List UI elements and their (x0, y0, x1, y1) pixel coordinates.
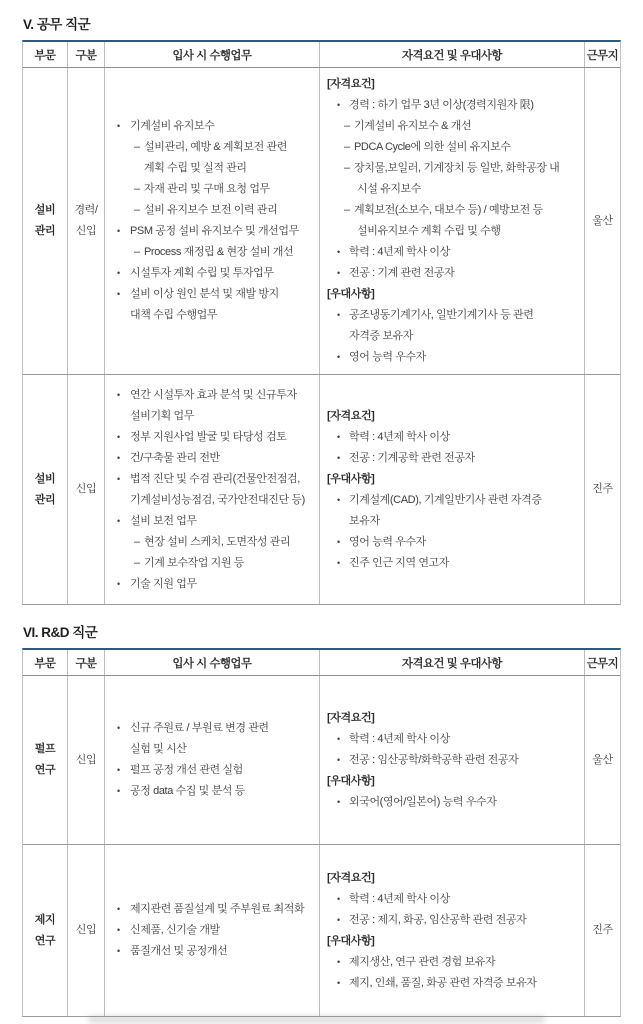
line-text: 실험 및 시산 (130, 743, 187, 755)
category-text: 신입 (75, 753, 97, 766)
line-text: 경력 : 하기 업무 3년 이상(경력지원자 限) (349, 99, 534, 111)
bullet-marker: • (117, 226, 120, 236)
bullet-marker: • (337, 796, 340, 807)
location-text: 진주 (592, 924, 613, 936)
line-text: 기술 지원 업무 (130, 577, 197, 590)
bullet-marker: • (117, 786, 120, 796)
qualification-line (320, 116, 584, 137)
job-table (22, 40, 621, 605)
line-text: 시설 유지보수 (357, 183, 422, 195)
line-text: 공조냉동기계기사, 일반기계기사 등 관련 (349, 309, 534, 321)
line-text: [자격요건] (327, 711, 375, 724)
qualification-line (320, 179, 584, 200)
category-text: 경력/ (74, 204, 98, 216)
line-text: 펄프 공정 개선 관련 실험 (130, 764, 243, 776)
duty-line (105, 941, 319, 962)
column-header: 자격요건 및 우대사항 (320, 650, 585, 675)
qualification-line (320, 771, 584, 792)
qualification-line (320, 553, 584, 574)
bullet-marker: • (117, 946, 120, 956)
line-text: [우대사항] (327, 472, 375, 485)
division-cell (23, 375, 68, 604)
qualification-line (320, 973, 584, 994)
bullet-marker: • (117, 389, 120, 400)
quals-lines (320, 708, 584, 813)
qualification-line (320, 931, 584, 952)
qualification-line (320, 242, 584, 263)
bullet-marker: • (337, 733, 340, 744)
line-text: 설비기획 업무 (130, 409, 195, 422)
bullet-marker: • (117, 904, 120, 914)
line-text: 자재 관리 및 구매 요청 업무 (144, 183, 270, 195)
qualification-line (320, 200, 584, 221)
line-text: 전공 : 기계 관련 전공자 (349, 267, 455, 279)
table-row (23, 844, 620, 1016)
quals-lines (320, 74, 584, 368)
qualification-line (320, 448, 584, 469)
bullet-marker: • (337, 247, 340, 257)
bullet-marker: • (117, 289, 120, 299)
line-text: 기계 보수작업 지원 등 (144, 556, 245, 569)
qualification-line (320, 532, 584, 553)
qualification-line (320, 792, 584, 813)
duty-line (105, 760, 319, 781)
duties-lines (105, 385, 319, 595)
qualification-line (320, 910, 584, 931)
column-header: 입사 시 수행업무 (105, 42, 320, 67)
qualifications-cell (320, 676, 585, 844)
bullet-marker: • (117, 723, 120, 733)
line-text: 영어 능력 우수자 (349, 351, 426, 363)
line-text: 건/구축물 관리 전반 (130, 451, 220, 464)
line-text: 법적 진단 및 수검 관리(건물안전점검, (130, 472, 300, 485)
table-row (23, 374, 620, 604)
line-text: 영어 능력 우수자 (349, 535, 426, 548)
bullet-marker: • (117, 452, 120, 463)
line-text: 신제품, 신기술 개발 (130, 924, 220, 936)
line-text: 신규 주원료 / 부원료 변경 관련 (130, 722, 269, 734)
bullet-marker: • (117, 268, 120, 278)
duties-lines (105, 116, 319, 326)
table-header-row (23, 650, 620, 676)
qualification-line (320, 406, 584, 427)
bullet-marker: • (117, 515, 120, 526)
division-cell (23, 845, 68, 1016)
duty-line (105, 490, 319, 511)
line-text: 계획 수립 및 실적 관리 (144, 162, 247, 174)
qualification-line (320, 74, 584, 95)
category-text: 신입 (75, 483, 97, 495)
line-text: [우대사항] (327, 934, 375, 947)
qualification-line (320, 952, 584, 973)
dash-marker: – (134, 246, 140, 258)
section-title: V. 공무 직군 (23, 17, 91, 32)
column-header: 근무지 (586, 50, 619, 62)
line-text: [우대사항] (327, 288, 375, 300)
bullet-marker: • (337, 352, 340, 362)
line-text: 현장 설비 스케치, 도면작성 관리 (144, 535, 291, 548)
duty-line (105, 385, 319, 406)
qualifications-cell (320, 68, 585, 374)
cropped-content-remnant (88, 1016, 545, 1023)
division-text: 펄프 (34, 743, 56, 755)
location-cell (585, 676, 620, 844)
bullet-marker: • (337, 452, 340, 463)
category-cell (68, 845, 105, 1016)
duties-cell (105, 68, 320, 374)
dash-marker: – (134, 535, 140, 548)
division-cell (23, 68, 68, 374)
dash-marker: – (344, 162, 350, 174)
bullet-marker: • (337, 310, 340, 320)
line-text: 진주 인근 지역 연고자 (349, 556, 450, 569)
division-cell (23, 676, 68, 844)
duty-line (105, 781, 319, 802)
qualification-line (320, 889, 584, 910)
location-cell (585, 375, 620, 604)
duty-line (105, 920, 319, 941)
line-text: 제지생산, 연구 관련 경험 보유자 (349, 955, 496, 968)
dash-marker: – (134, 204, 140, 216)
division-text: 연구 (34, 934, 56, 947)
category-cell (68, 676, 105, 844)
duty-line (105, 406, 319, 427)
location-cell (585, 68, 620, 374)
category-text: 신입 (75, 924, 97, 936)
line-text: [자격요건] (327, 78, 375, 90)
qualifications-cell (320, 845, 585, 1016)
qualification-line (320, 750, 584, 771)
dash-marker: – (134, 141, 140, 153)
qualifications-cell (320, 375, 585, 604)
location-text: 진주 (592, 483, 613, 495)
line-text: Process 재정립 & 현장 설비 개선 (144, 246, 294, 258)
table-row (23, 676, 620, 844)
line-text: 학력 : 4년제 학사 이상 (349, 246, 450, 258)
bullet-marker: • (337, 754, 340, 765)
location-text: 울산 (592, 214, 613, 227)
qualification-line (320, 469, 584, 490)
duties-lines (105, 899, 319, 962)
line-text: 기계설비 유지보수 & 개선 (354, 120, 472, 132)
duty-line (105, 718, 319, 739)
bullet-marker: • (117, 431, 120, 442)
location-text: 울산 (592, 753, 613, 766)
dash-marker: – (134, 183, 140, 195)
duty-line (105, 448, 319, 469)
bullet-marker: • (337, 914, 340, 925)
duty-line (105, 242, 319, 263)
line-text: 기계설계(CAD), 기계일반기사 관련 자격증 (349, 493, 542, 506)
bullet-marker: • (337, 557, 340, 568)
line-text: 제지관련 품질설계 및 주부원료 최적화 (130, 903, 305, 915)
duty-line (105, 427, 319, 448)
line-text: 정부 지원사업 발굴 및 타당성 검토 (130, 430, 287, 443)
duty-line (105, 284, 319, 305)
bullet-marker: • (337, 268, 340, 278)
qualification-line (320, 347, 584, 368)
bullet-marker: • (337, 431, 340, 442)
line-text: 연간 시설투자 효과 분석 및 신규투자 (130, 388, 297, 401)
line-text: 학력 : 4년제 학사 이상 (349, 732, 450, 745)
line-text: [자격요건] (327, 409, 375, 422)
section (22, 13, 621, 605)
line-text: PSM 공정 설비 유지보수 및 개선업무 (130, 225, 299, 237)
bullet-marker: • (337, 100, 340, 110)
qualification-line (320, 729, 584, 750)
dash-marker: – (344, 141, 350, 153)
bullet-marker: • (117, 925, 120, 935)
bullet-marker: • (337, 494, 340, 505)
division-text: 제지 (34, 913, 56, 926)
quals-lines (320, 406, 584, 574)
column-header: 근무지 (586, 658, 619, 670)
category-cell (68, 68, 105, 374)
section (22, 621, 621, 1017)
duty-line (105, 739, 319, 760)
division-text: 설비 (34, 472, 56, 485)
job-table (22, 648, 621, 1017)
duties-cell (105, 676, 320, 844)
line-text: 제지, 인쇄, 품질, 화공 관련 자격증 보유자 (349, 976, 537, 989)
duty-line (105, 200, 319, 221)
qualification-line (320, 326, 584, 347)
duty-line (105, 137, 319, 158)
duty-line (105, 305, 319, 326)
line-text: PDCA Cycle에 의한 설비 유지보수 (354, 141, 511, 153)
qualification-line (320, 221, 584, 242)
division-text: 설비 (34, 204, 56, 216)
line-text: 기계설비성능점검, 국가안전대진단 등) (130, 493, 305, 506)
line-text: [자격요건] (327, 871, 375, 884)
duty-line (105, 469, 319, 490)
bullet-marker: • (337, 977, 340, 988)
line-text: 설비 보전 업무 (130, 514, 197, 527)
duties-cell (105, 845, 320, 1016)
duty-line (105, 532, 319, 553)
line-text: 학력 : 4년제 학사 이상 (349, 892, 450, 905)
location-cell (585, 845, 620, 1016)
division-text: 관리 (34, 493, 56, 506)
line-text: 전공 : 임산공학/화학공학 관련 전공자 (349, 753, 519, 766)
bullet-marker: • (117, 578, 120, 589)
qualification-line (320, 158, 584, 179)
line-text: 설비유지보수 계획 수립 및 수행 (357, 225, 501, 237)
category-text: 신입 (75, 225, 97, 237)
qualification-line (320, 305, 584, 326)
line-text: 장치물,보일러, 기계장치 등 일반, 화학공장 내 (354, 162, 560, 174)
dash-marker: – (344, 120, 350, 132)
dash-marker: – (134, 556, 140, 569)
line-text: [우대사항] (327, 774, 375, 787)
quals-lines (320, 868, 584, 994)
duty-line (105, 116, 319, 137)
bullet-marker: • (117, 765, 120, 775)
duty-line (105, 263, 319, 284)
bullet-marker: • (337, 536, 340, 547)
line-text: 전공 : 기계공학 관련 전공자 (349, 451, 475, 464)
qualification-line (320, 137, 584, 158)
section-title: VI. R&D 직군 (23, 625, 98, 640)
column-header: 자격요건 및 우대사항 (320, 42, 585, 67)
qualification-line (320, 427, 584, 448)
table-header-row (23, 42, 620, 68)
table-row (23, 68, 620, 374)
qualification-line (320, 263, 584, 284)
line-text: 품질개선 및 공정개선 (130, 945, 228, 957)
duty-line (105, 158, 319, 179)
line-text: 전공 : 제지, 화공, 임산공학 관련 전공자 (349, 913, 527, 926)
line-text: 대책 수립 수행업무 (130, 309, 218, 321)
qualification-line (320, 284, 584, 305)
line-text: 시설투자 계획 수립 및 투자업무 (130, 267, 274, 279)
qualification-line (320, 490, 584, 511)
qualification-line (320, 868, 584, 889)
bullet-marker: • (117, 473, 120, 484)
line-text: 기계설비 유지보수 (130, 120, 215, 132)
duty-line (105, 179, 319, 200)
dash-marker: – (344, 204, 350, 216)
line-text: 설비 유지보수 보전 이력 관리 (144, 204, 278, 216)
line-text: 설비관리, 예방 & 계획보전 관련 (144, 141, 287, 153)
line-text: 자격증 보유자 (349, 330, 414, 342)
duties-cell (105, 375, 320, 604)
line-text: 설비 이상 원인 분석 및 재발 방지 (130, 288, 279, 300)
doc-root (22, 13, 621, 1017)
category-cell (68, 375, 105, 604)
duty-line (105, 899, 319, 920)
duty-line (105, 553, 319, 574)
division-text: 연구 (34, 764, 56, 776)
bullet-marker: • (117, 121, 120, 131)
qualification-line (320, 95, 584, 116)
qualification-line (320, 708, 584, 729)
line-text: 공정 data 수집 및 분석 등 (130, 785, 245, 797)
line-text: 계획보전(소보수, 대보수 등) / 예방보전 등 (354, 204, 543, 216)
duty-line (105, 221, 319, 242)
column-header: 부문 (23, 42, 68, 67)
line-text: 학력 : 4년제 학사 이상 (349, 430, 450, 443)
line-text: 보유자 (349, 514, 380, 527)
line-text: 외국어(영어/일본어) 능력 우수자 (349, 795, 497, 808)
column-header: 부문 (23, 650, 68, 675)
column-header: 입사 시 수행업무 (105, 650, 320, 675)
qualification-line (320, 511, 584, 532)
bullet-marker: • (337, 893, 340, 904)
column-header: 구분 (68, 650, 105, 675)
column-header: 구분 (68, 42, 105, 67)
bullet-marker: • (337, 956, 340, 967)
duty-line (105, 511, 319, 532)
division-text: 관리 (34, 225, 56, 237)
duty-line (105, 574, 319, 595)
duties-lines (105, 718, 319, 802)
